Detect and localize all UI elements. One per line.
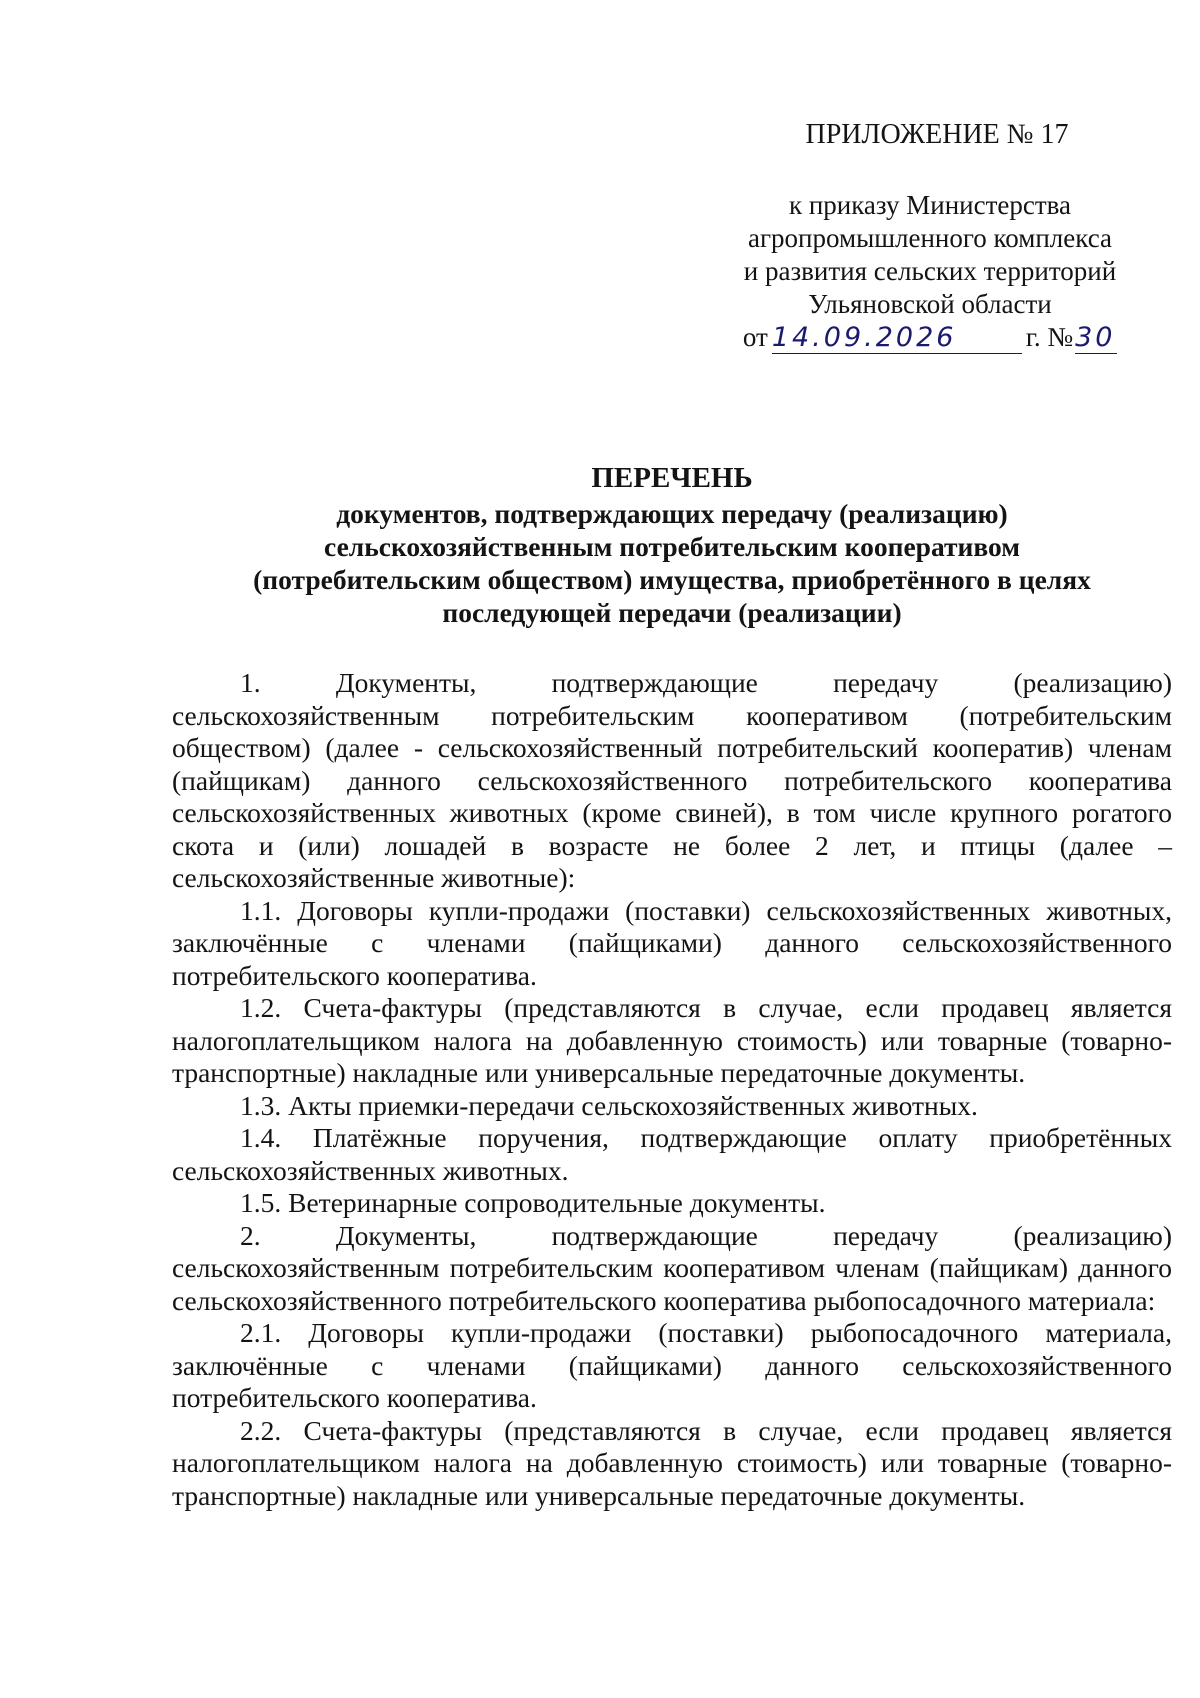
- subtitle-line-2: сельскохозяйственным потребительским кооперативом: [324, 531, 1020, 562]
- paragraph-1-5: 1.5. Ветеринарные сопроводительные документы.: [240, 1187, 826, 1218]
- subtitle-line-4: последующей передачи (реализации): [442, 597, 902, 628]
- appendix-header: [730, 118, 1130, 354]
- number-prefix: г. №: [1025, 322, 1074, 352]
- handwritten-order-number: 30: [1075, 322, 1116, 353]
- header-line-4: Ульяновской области: [808, 289, 1052, 319]
- subtitle-line-3: (потребительским обществом) имущества, приобретённого в целях: [253, 564, 1091, 595]
- document-title: ПЕРЕЧЕНЬ: [591, 462, 753, 494]
- order-date-line: [730, 321, 1130, 354]
- appendix-title: ПРИЛОЖЕНИЕ № 17: [805, 119, 1069, 150]
- paragraph-1-4: 1.4. Платёжные поручения, подтверждающие оплату приобретённых сельскохозяйственных животных.: [172, 1122, 1172, 1186]
- header-line-1: к приказу Министерства: [788, 190, 1072, 220]
- paragraph-1: 1. Документы, подтверждающие передачу (реализацию) сельскохозяйственным потребительским кооперативом (потребительским обществом) (далее - сельскохозяйственный потребительский кооператив) членам (пайщикам) данного сельскохозяйственного потребительского кооператива сельскохозяйственных животных (кроме свиней), в том числе крупного рогатого скота и (или) лошадей в возрасте не более 2 лет, и птицы (далее – сельскохозяйственные животные):: [172, 667, 1172, 893]
- header-line-2: агропромышленного комплекса: [748, 223, 1112, 253]
- paragraph-2-2: 2.2. Счета-фактуры (представляются в случае, если продавец является налогоплательщиком налога на добавленную стоимость) или товарные (товарно-транспортные) накладные или универсальные передаточные документы.: [172, 1414, 1172, 1511]
- paragraph-1-3: 1.3. Акты приемки-передачи сельскохозяйственных животных.: [240, 1089, 978, 1121]
- header-line-3: и развития сельских территорий: [743, 256, 1117, 286]
- document-body: [172, 667, 1172, 1512]
- handwritten-date: 14.09.2026: [772, 323, 1022, 354]
- date-prefix: от: [742, 322, 768, 352]
- paragraph-2: 2. Документы, подтверждающие передачу (реализацию) сельскохозяйственным потребительским кооперативом членам (пайщикам) данного сельскохозяйственного потребительского кооператива рыбопосадочного материала:: [172, 1219, 1172, 1316]
- document-title-block: [172, 462, 1172, 629]
- subtitle-line-1: документов, подтверждающих передачу (реализацию): [336, 498, 1008, 529]
- paragraph-1-2: 1.2. Счета-фактуры (представляются в случае, если продавец является налогоплательщиком налога на добавленную стоимость) или товарные (товарно-транспортные) накладные или универсальные передаточные документы.: [172, 992, 1172, 1088]
- paragraph-2-1: 2.1. Договоры купли-продажи (поставки) рыбопосадочного материала, заключённые с членами (пайщиками) данного сельскохозяйственного потребительского кооператива.: [172, 1317, 1172, 1413]
- paragraph-1-1: 1.1. Договоры купли-продажи (поставки) сельскохозяйственных животных, заключённые с членами (пайщиками) данного сельскохозяйственного потребительского кооператива.: [172, 894, 1172, 991]
